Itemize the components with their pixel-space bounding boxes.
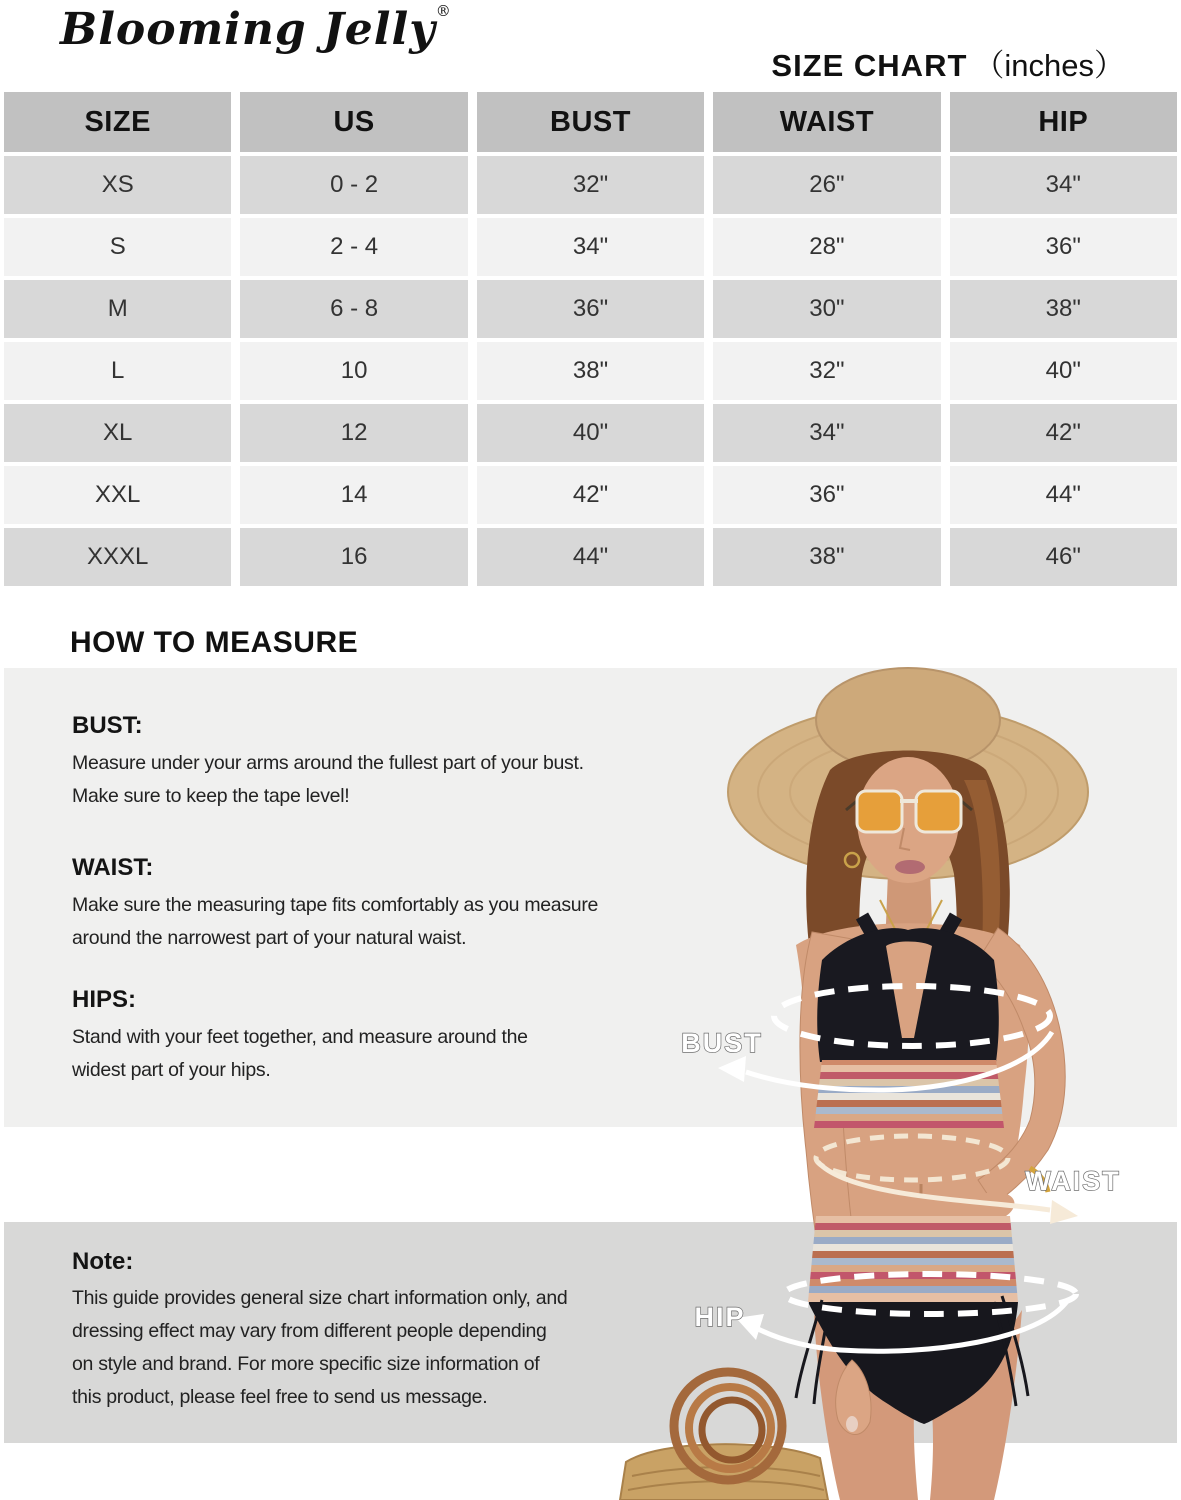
brand-logo-text: Blooming Jelly <box>60 4 436 55</box>
measure-section-hips <box>72 986 528 1086</box>
hip-label: HIP <box>694 1302 746 1332</box>
size-chart-table <box>4 92 1177 586</box>
table-cell: XS <box>4 156 231 214</box>
note-text: dressing effect may vary from different people depending <box>72 1320 547 1342</box>
table-cell: 30" <box>713 280 940 338</box>
table-cell: 2 - 4 <box>240 218 467 276</box>
table-cell: 36" <box>477 280 704 338</box>
table-cell: 46" <box>950 528 1177 586</box>
measure-section-title: WAIST: <box>72 854 154 881</box>
table-cell: 26" <box>713 156 940 214</box>
table-cell: 36" <box>713 466 940 524</box>
measure-section-text: Make sure the measuring tape fits comfortably as you measure <box>72 894 599 916</box>
brand-logo <box>60 2 452 55</box>
table-cell: 16 <box>240 528 467 586</box>
table-cell: 6 - 8 <box>240 280 467 338</box>
measure-section-text: around the narrowest part of your natural waist. <box>72 926 467 949</box>
note-text: This guide provides general size chart information only, and <box>72 1287 568 1309</box>
table-cell: XXXL <box>4 528 231 586</box>
bust-label: BUST <box>681 1028 763 1058</box>
table-cell: 34" <box>950 156 1177 214</box>
table-header-cell: US <box>240 92 467 152</box>
table-cell: 10 <box>240 342 467 400</box>
measure-section-title: BUST: <box>72 712 143 739</box>
table-cell: XXL <box>4 466 231 524</box>
table-header-cell: BUST <box>477 92 704 152</box>
size-chart-title-text: SIZE CHART <box>771 48 968 83</box>
note-text: this product, please feel free to send us message. <box>72 1386 488 1408</box>
table-cell: 36" <box>950 218 1177 276</box>
table-cell: 38" <box>477 342 704 400</box>
measure-section-text: Make sure to keep the tape level! <box>72 784 350 807</box>
table-cell: 38" <box>713 528 940 586</box>
table-header-cell: SIZE <box>4 92 231 152</box>
note-content <box>72 1248 567 1414</box>
table-cell: M <box>4 280 231 338</box>
table-cell: S <box>4 218 231 276</box>
table-cell: 32" <box>477 156 704 214</box>
table-cell: 40" <box>950 342 1177 400</box>
striped-band-top <box>805 1058 1015 1128</box>
table-header-cell: HIP <box>950 92 1177 152</box>
table-cell: 28" <box>713 218 940 276</box>
table-cell: 42" <box>477 466 704 524</box>
table-cell: 44" <box>477 528 704 586</box>
note-title: Note: <box>72 1248 134 1275</box>
waist-label: WAIST <box>1025 1166 1121 1196</box>
registered-mark: ® <box>435 2 452 20</box>
measure-section-bust <box>72 712 584 812</box>
table-cell: XL <box>4 404 231 462</box>
how-to-measure-heading: HOW TO MEASURE <box>70 626 359 659</box>
model-photo <box>600 660 1181 1500</box>
table-cell: 32" <box>713 342 940 400</box>
size-chart-title-units: （inches） <box>973 48 1125 83</box>
table-cell: 12 <box>240 404 467 462</box>
table-cell: 38" <box>950 280 1177 338</box>
striped-band-bottom <box>800 1216 1025 1302</box>
fingernail <box>846 1416 858 1432</box>
table-cell: 0 - 2 <box>240 156 467 214</box>
table-cell: 42" <box>950 404 1177 462</box>
measure-section-title: HIPS: <box>72 986 137 1013</box>
measure-section-text: widest part of your hips. <box>72 1058 271 1081</box>
table-cell: 34" <box>713 404 940 462</box>
measure-section-text: Stand with your feet together, and measure around the <box>72 1026 528 1048</box>
table-cell: L <box>4 342 231 400</box>
table-cell: 34" <box>477 218 704 276</box>
measure-section-waist <box>72 854 598 954</box>
table-cell: 40" <box>477 404 704 462</box>
table-cell: 44" <box>950 466 1177 524</box>
note-text: on style and brand. For more specific size information of <box>72 1353 540 1375</box>
table-cell: 14 <box>240 466 467 524</box>
size-chart-title <box>771 40 1125 85</box>
measure-section-text: Measure under your arms around the fullest part of your bust. <box>72 752 584 774</box>
table-header-cell: WAIST <box>713 92 940 152</box>
